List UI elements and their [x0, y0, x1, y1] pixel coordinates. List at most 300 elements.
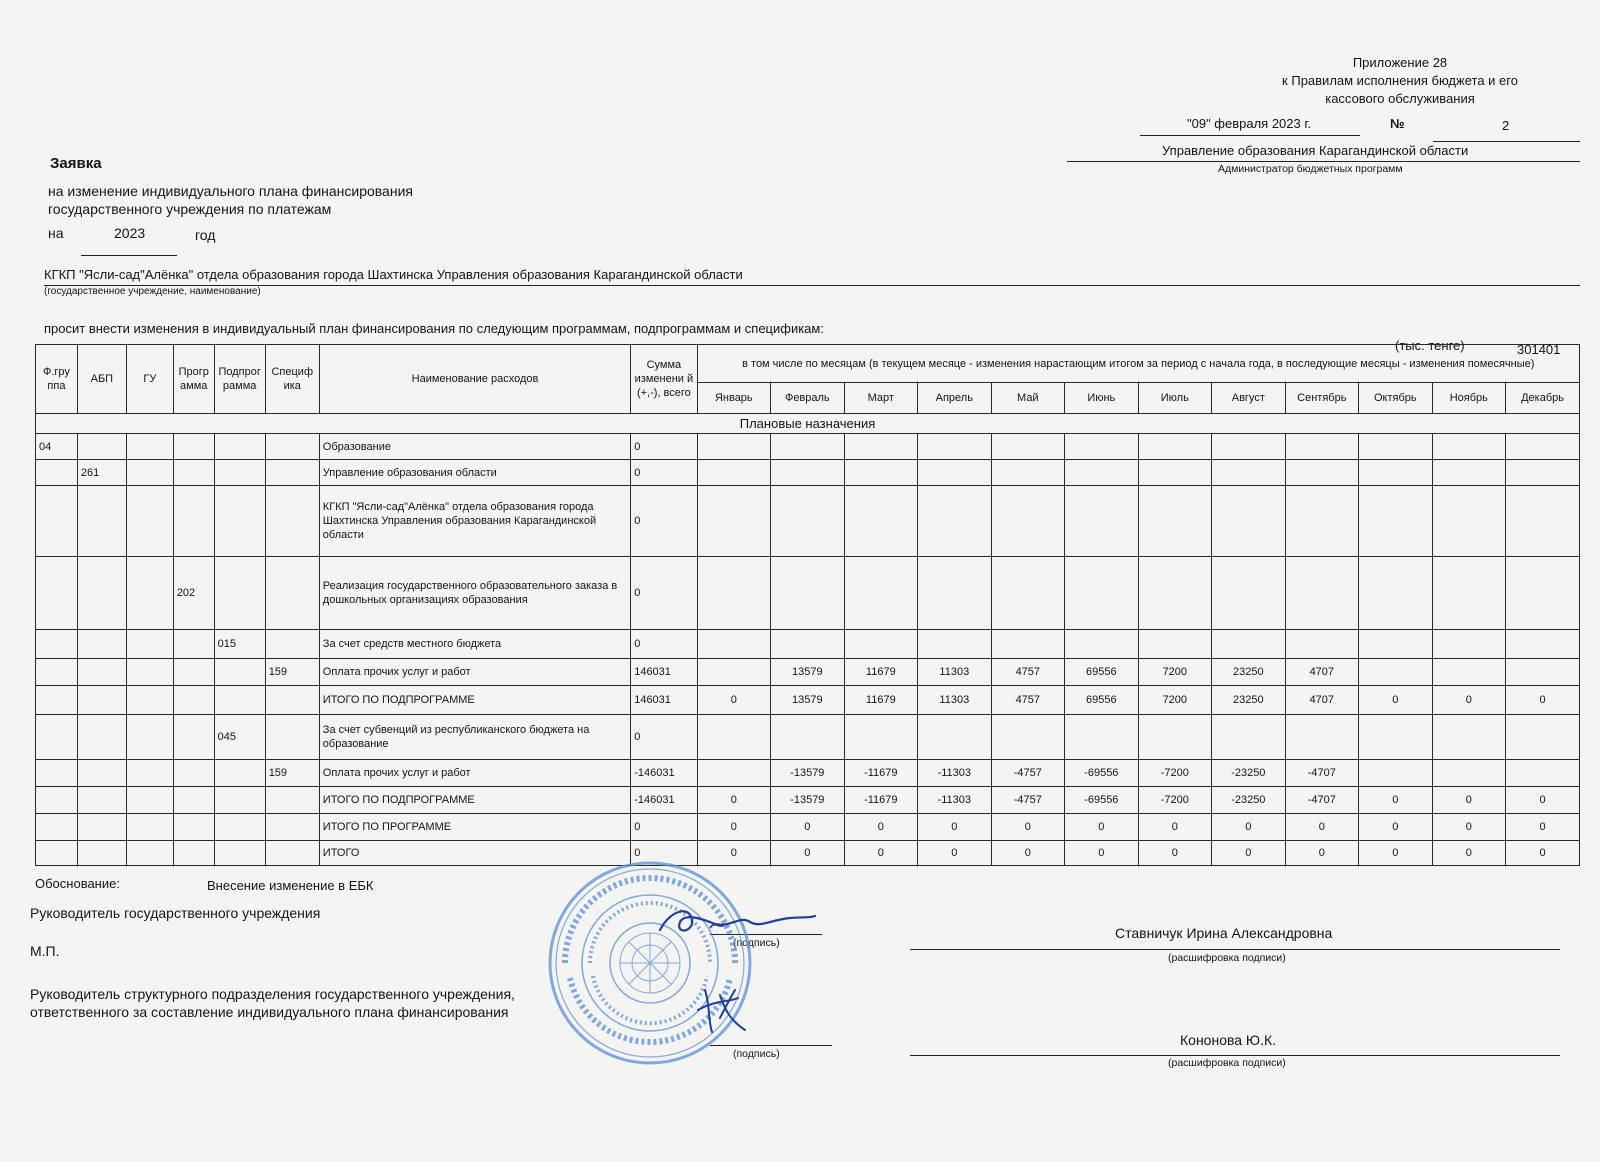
- group-cell: [36, 760, 78, 787]
- month-value-cell: 0: [697, 814, 771, 841]
- subprogram-cell: [214, 686, 265, 715]
- subprogram-cell: [214, 486, 265, 557]
- month-value-cell: -4707: [1285, 787, 1359, 814]
- month-value-cell: -13579: [771, 760, 845, 787]
- month-value-cell: [1432, 659, 1506, 686]
- month-value-cell: 0: [1506, 787, 1580, 814]
- month-value-cell: [771, 630, 845, 659]
- month-value-cell: [1285, 630, 1359, 659]
- gu-cell: [126, 486, 173, 557]
- month-value-cell: [991, 460, 1065, 486]
- subprogram-cell: [214, 814, 265, 841]
- gu-cell: [126, 630, 173, 659]
- specifics-cell: [265, 841, 319, 866]
- group-cell: [36, 460, 78, 486]
- month-value-cell: 4757: [991, 659, 1065, 686]
- abp-cell: [77, 686, 126, 715]
- expense-name-cell: За счет субвенций из республиканского бюджета на образование: [319, 715, 630, 760]
- table-row: [36, 787, 1580, 814]
- month-value-cell: [1212, 486, 1286, 557]
- month-value-cell: 0: [991, 841, 1065, 866]
- month-value-cell: [1285, 715, 1359, 760]
- gu-cell: [126, 841, 173, 866]
- month-value-cell: -11679: [844, 787, 918, 814]
- month-value-cell: [697, 557, 771, 630]
- month-value-cell: 0: [1432, 814, 1506, 841]
- month-value-cell: [771, 715, 845, 760]
- group-cell: [36, 787, 78, 814]
- month-value-cell: 69556: [1065, 686, 1139, 715]
- administrator-underline: [1067, 161, 1580, 162]
- month-value-cell: 13579: [771, 659, 845, 686]
- group-cell: [36, 686, 78, 715]
- date-underline: [1140, 135, 1360, 136]
- month-value-cell: 0: [844, 814, 918, 841]
- total-change-cell: 0: [631, 841, 697, 866]
- month-value-cell: 0: [1506, 686, 1580, 715]
- col-header-month: Январь: [697, 383, 771, 414]
- month-value-cell: 0: [1138, 841, 1212, 866]
- decode-line-1: [910, 949, 1560, 950]
- group-cell: [36, 715, 78, 760]
- document-title: Заявка: [50, 155, 102, 172]
- decode-caption-1: (расшифровка подписи): [1168, 952, 1286, 964]
- program-cell: [173, 686, 214, 715]
- month-value-cell: [1432, 486, 1506, 557]
- subprogram-cell: [214, 557, 265, 630]
- program-cell: [173, 715, 214, 760]
- month-value-cell: -23250: [1212, 760, 1286, 787]
- month-value-cell: 11679: [844, 659, 918, 686]
- expense-name-cell: ИТОГО ПО ПОДПРОГРАММЕ: [319, 787, 630, 814]
- month-value-cell: 0: [1359, 686, 1433, 715]
- expense-name-cell: ИТОГО ПО ПОДПРОГРАММЕ: [319, 686, 630, 715]
- number-label: №: [1390, 116, 1405, 131]
- month-value-cell: 0: [1506, 814, 1580, 841]
- month-value-cell: -13579: [771, 787, 845, 814]
- financing-table: [35, 344, 1580, 866]
- month-value-cell: 7200: [1138, 686, 1212, 715]
- specifics-cell: 159: [265, 659, 319, 686]
- table-row: [36, 557, 1580, 630]
- month-value-cell: [991, 557, 1065, 630]
- program-cell: [173, 630, 214, 659]
- month-value-cell: [697, 486, 771, 557]
- month-value-cell: [1212, 557, 1286, 630]
- month-value-cell: 0: [1432, 841, 1506, 866]
- program-cell: [173, 841, 214, 866]
- signature-caption-2: (подпись): [733, 1048, 780, 1060]
- institution-name: КГКП "Ясли-сад"Алёнка" отдела образования города Шахтинска Управления образования Карагандинской области: [44, 267, 743, 282]
- group-cell: [36, 659, 78, 686]
- signature-caption-1: (подпись): [733, 937, 780, 949]
- month-value-cell: 11679: [844, 686, 918, 715]
- specifics-cell: [265, 715, 319, 760]
- specifics-cell: [265, 460, 319, 486]
- month-value-cell: [1212, 460, 1286, 486]
- month-value-cell: [1065, 486, 1139, 557]
- institution-underline: [44, 285, 1580, 286]
- group-cell: [36, 486, 78, 557]
- month-value-cell: 0: [1359, 787, 1433, 814]
- year-underline: [81, 255, 177, 256]
- month-value-cell: [1432, 434, 1506, 460]
- subprogram-cell: [214, 787, 265, 814]
- month-value-cell: 0: [771, 841, 845, 866]
- expense-name-cell: Оплата прочих услуг и работ: [319, 760, 630, 787]
- month-value-cell: [1065, 557, 1139, 630]
- table-row: [36, 760, 1580, 787]
- program-cell: [173, 814, 214, 841]
- month-value-cell: [1212, 630, 1286, 659]
- section-heading: Плановые назначения: [36, 414, 1580, 434]
- specifics-cell: [265, 686, 319, 715]
- month-value-cell: [844, 486, 918, 557]
- table-row: [36, 630, 1580, 659]
- col-header-program: Прогр амма: [173, 345, 214, 414]
- month-value-cell: -69556: [1065, 760, 1139, 787]
- col-header-month: Февраль: [771, 383, 845, 414]
- month-value-cell: [918, 486, 992, 557]
- month-value-cell: -4757: [991, 787, 1065, 814]
- subprogram-cell: 045: [214, 715, 265, 760]
- month-value-cell: [697, 715, 771, 760]
- basis-value: Внесение изменение в ЕБК: [207, 878, 374, 893]
- abp-cell: [77, 715, 126, 760]
- table-row: [36, 814, 1580, 841]
- month-value-cell: [1138, 460, 1212, 486]
- col-header-months-caption: в том числе по месяцам (в текущем месяце - изменения нарастающим итогом за период с начала года, в последующие месяцы - изменения помесячные): [697, 345, 1579, 383]
- table-row: [36, 486, 1580, 557]
- month-value-cell: [1065, 715, 1139, 760]
- month-value-cell: [771, 557, 845, 630]
- group-cell: [36, 814, 78, 841]
- month-value-cell: [697, 630, 771, 659]
- month-value-cell: [1359, 760, 1433, 787]
- month-value-cell: [1138, 557, 1212, 630]
- month-value-cell: [771, 486, 845, 557]
- month-value-cell: [697, 659, 771, 686]
- month-value-cell: [1359, 434, 1433, 460]
- month-value-cell: [771, 434, 845, 460]
- col-header-month: Март: [844, 383, 918, 414]
- month-value-cell: [1065, 460, 1139, 486]
- month-value-cell: -7200: [1138, 760, 1212, 787]
- expense-name-cell: ИТОГО: [319, 841, 630, 866]
- month-value-cell: -11679: [844, 760, 918, 787]
- month-value-cell: 0: [1506, 841, 1580, 866]
- month-value-cell: [918, 434, 992, 460]
- month-value-cell: [1506, 760, 1580, 787]
- total-change-cell: 146031: [631, 659, 697, 686]
- abp-cell: [77, 486, 126, 557]
- signature-2: [690, 980, 760, 1040]
- month-value-cell: [1506, 434, 1580, 460]
- month-value-cell: 4707: [1285, 686, 1359, 715]
- month-value-cell: -23250: [1212, 787, 1286, 814]
- total-change-cell: 0: [631, 630, 697, 659]
- program-cell: 202: [173, 557, 214, 630]
- total-change-cell: 0: [631, 557, 697, 630]
- col-header-total: Сумма изменени й (+,-), всего: [631, 345, 697, 414]
- table-row: [36, 434, 1580, 460]
- month-value-cell: [918, 630, 992, 659]
- month-value-cell: 0: [697, 841, 771, 866]
- month-value-cell: 0: [1065, 841, 1139, 866]
- month-value-cell: [1138, 715, 1212, 760]
- month-value-cell: [1285, 557, 1359, 630]
- subprogram-cell: [214, 434, 265, 460]
- col-header-subprogram: Подпрог рамма: [214, 345, 265, 414]
- total-change-cell: 0: [631, 434, 697, 460]
- month-value-cell: [1065, 630, 1139, 659]
- month-value-cell: [844, 715, 918, 760]
- month-value-cell: 0: [844, 841, 918, 866]
- specifics-cell: [265, 814, 319, 841]
- head-of-institution-label: Руководитель государственного учреждения: [30, 905, 321, 921]
- month-value-cell: [1359, 659, 1433, 686]
- specifics-cell: [265, 434, 319, 460]
- month-value-cell: [1359, 486, 1433, 557]
- gu-cell: [126, 434, 173, 460]
- month-value-cell: 0: [1285, 814, 1359, 841]
- decode-line-2: [910, 1055, 1560, 1056]
- month-value-cell: [991, 715, 1065, 760]
- month-value-cell: [697, 434, 771, 460]
- program-cell: [173, 787, 214, 814]
- expense-name-cell: КГКП "Ясли-сад"Алёнка" отдела образования города Шахтинска Управления образования Карагандинской области: [319, 486, 630, 557]
- expense-name-cell: ИТОГО ПО ПРОГРАММЕ: [319, 814, 630, 841]
- administrator-caption: Администратор бюджетных программ: [1218, 163, 1403, 175]
- gu-cell: [126, 787, 173, 814]
- total-change-cell: -146031: [631, 760, 697, 787]
- month-value-cell: [991, 486, 1065, 557]
- table-row: [36, 715, 1580, 760]
- month-value-cell: [1432, 557, 1506, 630]
- gu-cell: [126, 686, 173, 715]
- abp-cell: [77, 557, 126, 630]
- abp-cell: [77, 814, 126, 841]
- group-cell: [36, 841, 78, 866]
- col-header-month: Август: [1212, 383, 1286, 414]
- total-change-cell: 0: [631, 486, 697, 557]
- institution-caption: (государственное учреждение, наименование): [44, 286, 261, 297]
- month-value-cell: 0: [1212, 841, 1286, 866]
- document-date: "09" февраля 2023 г.: [1187, 116, 1312, 131]
- total-change-cell: 0: [631, 715, 697, 760]
- appendix-reference: Приложение 28 к Правилам исполнения бюджета и его кассового обслуживания: [1282, 55, 1518, 106]
- month-value-cell: 0: [1138, 814, 1212, 841]
- month-value-cell: 0: [771, 814, 845, 841]
- gu-cell: [126, 760, 173, 787]
- month-value-cell: -4757: [991, 760, 1065, 787]
- month-value-cell: [697, 460, 771, 486]
- decode-caption-2: (расшифровка подписи): [1168, 1057, 1286, 1069]
- month-value-cell: [771, 460, 845, 486]
- month-value-cell: 0: [1065, 814, 1139, 841]
- specifics-cell: [265, 486, 319, 557]
- col-header-month: Ноябрь: [1432, 383, 1506, 414]
- month-value-cell: 0: [697, 686, 771, 715]
- month-value-cell: [1138, 434, 1212, 460]
- col-header-month: Июнь: [1065, 383, 1139, 414]
- expense-name-cell: Реализация государственного образовательного заказа в дошкольных организациях образования: [319, 557, 630, 630]
- month-value-cell: [844, 630, 918, 659]
- month-value-cell: [1432, 630, 1506, 659]
- month-value-cell: [918, 557, 992, 630]
- month-value-cell: [1212, 434, 1286, 460]
- month-value-cell: [991, 630, 1065, 659]
- month-value-cell: 13579: [771, 686, 845, 715]
- group-cell: 04: [36, 434, 78, 460]
- month-value-cell: [918, 460, 992, 486]
- month-value-cell: [1138, 486, 1212, 557]
- abp-cell: [77, 630, 126, 659]
- month-value-cell: [918, 715, 992, 760]
- month-value-cell: [1285, 460, 1359, 486]
- gu-cell: [126, 715, 173, 760]
- subprogram-cell: [214, 659, 265, 686]
- table-row: [36, 460, 1580, 486]
- col-header-abp: АБП: [77, 345, 126, 414]
- specifics-cell: [265, 787, 319, 814]
- total-change-cell: 0: [631, 814, 697, 841]
- month-value-cell: 0: [1359, 841, 1433, 866]
- document-number: 2: [1502, 118, 1510, 133]
- month-value-cell: [1138, 630, 1212, 659]
- month-value-cell: 0: [918, 814, 992, 841]
- month-value-cell: [1506, 486, 1580, 557]
- table-row: [36, 659, 1580, 686]
- month-value-cell: 0: [1212, 814, 1286, 841]
- year-prefix: на: [48, 225, 64, 241]
- month-value-cell: -69556: [1065, 787, 1139, 814]
- table-row: [36, 686, 1580, 715]
- year-suffix: год: [195, 227, 216, 243]
- month-value-cell: 11303: [918, 659, 992, 686]
- month-value-cell: [1506, 557, 1580, 630]
- col-header-group: Ф.гру ппа: [36, 345, 78, 414]
- month-value-cell: 0: [1359, 814, 1433, 841]
- basis-label: Обоснование:: [35, 876, 120, 891]
- expense-name-cell: Оплата прочих услуг и работ: [319, 659, 630, 686]
- specifics-cell: 159: [265, 760, 319, 787]
- abp-cell: 261: [77, 460, 126, 486]
- specifics-cell: [265, 630, 319, 659]
- head-of-subdivision-name: Кононова Ю.К.: [1180, 1032, 1277, 1048]
- month-value-cell: [844, 434, 918, 460]
- gu-cell: [126, 557, 173, 630]
- month-value-cell: 0: [697, 787, 771, 814]
- month-value-cell: 0: [991, 814, 1065, 841]
- month-value-cell: 0: [1432, 787, 1506, 814]
- month-value-cell: 0: [1432, 686, 1506, 715]
- col-header-month: Сентябрь: [1285, 383, 1359, 414]
- month-value-cell: [1432, 760, 1506, 787]
- month-value-cell: [1359, 630, 1433, 659]
- currency-unit: (тыс. тенге): [1395, 338, 1465, 353]
- subprogram-cell: [214, 460, 265, 486]
- month-value-cell: [1212, 715, 1286, 760]
- month-value-cell: [1065, 434, 1139, 460]
- expense-name-cell: Управление образования области: [319, 460, 630, 486]
- col-header-specifics: Специф ика: [265, 345, 319, 414]
- abp-cell: [77, 434, 126, 460]
- table-row: [36, 841, 1580, 866]
- abp-cell: [77, 787, 126, 814]
- month-value-cell: [844, 460, 918, 486]
- month-value-cell: [1432, 460, 1506, 486]
- month-value-cell: 0: [1285, 841, 1359, 866]
- subprogram-cell: [214, 760, 265, 787]
- document-subtitle: на изменение индивидуального плана финансирования государственного учреждения по платежам: [48, 183, 413, 217]
- total-change-cell: 0: [631, 460, 697, 486]
- total-change-cell: 146031: [631, 686, 697, 715]
- abp-cell: [77, 659, 126, 686]
- month-value-cell: [1506, 460, 1580, 486]
- abp-cell: [77, 841, 126, 866]
- month-value-cell: -11303: [918, 787, 992, 814]
- expense-name-cell: Образование: [319, 434, 630, 460]
- month-value-cell: [844, 557, 918, 630]
- subprogram-cell: [214, 841, 265, 866]
- program-cell: [173, 434, 214, 460]
- month-value-cell: 23250: [1212, 659, 1286, 686]
- signature-1: [620, 900, 820, 950]
- head-of-institution-name: Ставничук Ирина Александровна: [1115, 925, 1333, 941]
- month-value-cell: [1359, 460, 1433, 486]
- month-value-cell: 4707: [1285, 659, 1359, 686]
- abp-cell: [77, 760, 126, 787]
- month-value-cell: 23250: [1212, 686, 1286, 715]
- col-header-month: Апрель: [918, 383, 992, 414]
- month-value-cell: [697, 760, 771, 787]
- month-value-cell: [1359, 715, 1433, 760]
- month-value-cell: 0: [918, 841, 992, 866]
- head-of-subdivision-label: Руководитель структурного подразделения государственного учреждения, ответственного за составление индивидуального плана финансирования: [30, 986, 515, 1020]
- col-header-month: Май: [991, 383, 1065, 414]
- col-header-gu: ГУ: [126, 345, 173, 414]
- gu-cell: [126, 460, 173, 486]
- month-value-cell: 11303: [918, 686, 992, 715]
- month-value-cell: -4707: [1285, 760, 1359, 787]
- request-text: просит внести изменения в индивидуальный план финансирования по следующим программам, подпрограммам и спецификам:: [44, 321, 824, 336]
- gu-cell: [126, 814, 173, 841]
- month-value-cell: 4757: [991, 686, 1065, 715]
- group-cell: [36, 630, 78, 659]
- total-change-cell: -146031: [631, 787, 697, 814]
- month-value-cell: [991, 434, 1065, 460]
- month-value-cell: -7200: [1138, 787, 1212, 814]
- administrator-name: Управление образования Карагандинской области: [1162, 143, 1469, 158]
- col-header-month: Декабрь: [1506, 383, 1580, 414]
- col-header-month: Июль: [1138, 383, 1212, 414]
- plan-year: 2023: [114, 225, 146, 241]
- form-code: 301401: [1517, 342, 1561, 357]
- group-cell: [36, 557, 78, 630]
- gu-cell: [126, 659, 173, 686]
- month-value-cell: [1506, 715, 1580, 760]
- number-underline: [1433, 141, 1580, 142]
- month-value-cell: -11303: [918, 760, 992, 787]
- subprogram-cell: 015: [214, 630, 265, 659]
- month-value-cell: [1359, 557, 1433, 630]
- program-cell: [173, 460, 214, 486]
- col-header-month: Октябрь: [1359, 383, 1433, 414]
- program-cell: [173, 760, 214, 787]
- month-value-cell: 69556: [1065, 659, 1139, 686]
- month-value-cell: [1432, 715, 1506, 760]
